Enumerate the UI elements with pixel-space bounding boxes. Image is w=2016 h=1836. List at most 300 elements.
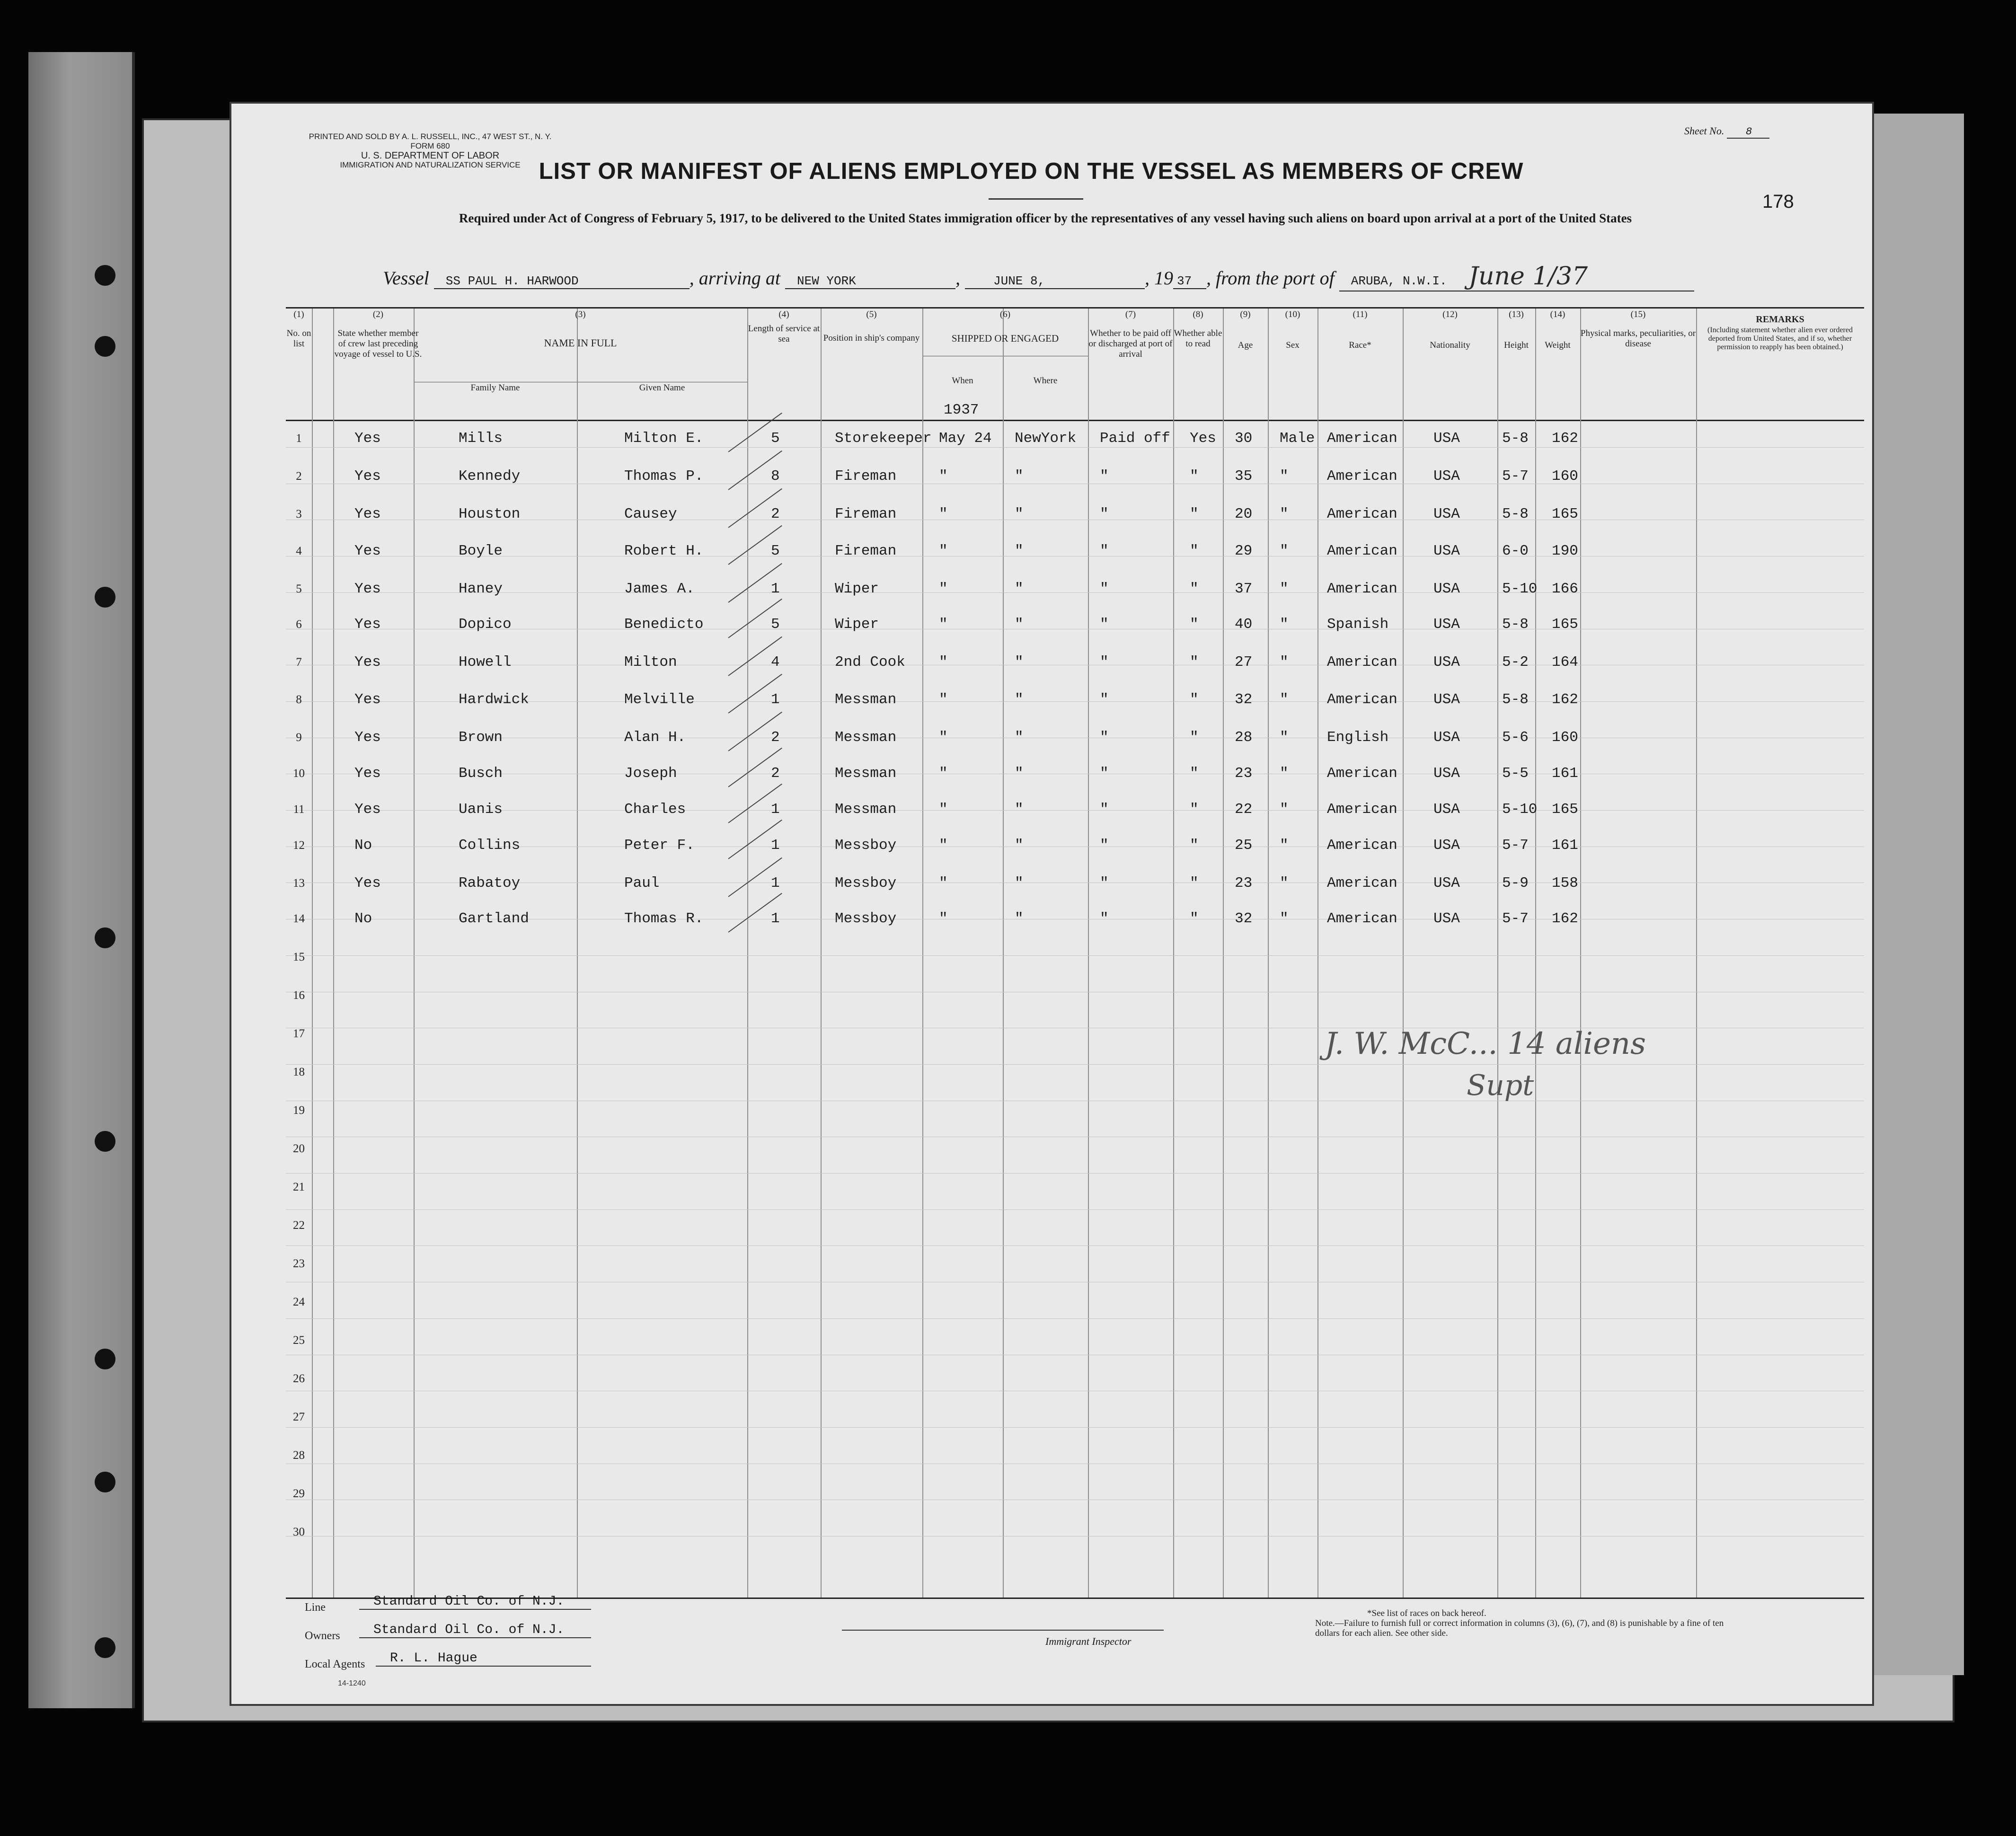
form-code: 14-1240 (338, 1679, 366, 1687)
cell-nat: USA (1433, 837, 1460, 854)
row-divider (286, 1173, 1864, 1174)
cell-age: 23 (1235, 765, 1253, 782)
cell-when: " (939, 616, 948, 633)
cell-where: " (1015, 691, 1024, 708)
col-num-12: (12) (1442, 309, 1458, 319)
cell-pos: Messman (835, 729, 897, 746)
cell-given: Charles (624, 801, 686, 818)
punch-hole (95, 336, 115, 357)
title-divider (989, 198, 1083, 200)
header-divider (286, 420, 1864, 421)
cell-where: " (1015, 468, 1024, 485)
cell-age: 23 (1235, 875, 1253, 892)
cell-len: 2 (771, 765, 780, 782)
cell-sex: " (1280, 543, 1289, 559)
from-port-field (1339, 262, 1694, 291)
cell-n: 3 (296, 508, 302, 521)
cell-pos: Wiper (835, 616, 879, 633)
col-header-no: No. on list (286, 328, 311, 349)
cell-age: 27 (1235, 654, 1253, 671)
cell-race: American (1327, 765, 1397, 782)
cell-given: Paul (624, 875, 660, 892)
cell-family: Uanis (459, 801, 503, 818)
empty-row-number: 27 (293, 1411, 305, 1423)
cell-given: James A. (624, 581, 695, 597)
cell-paid: " (1100, 691, 1109, 708)
penalty-note: Note.—Failure to furnish full or correct information in columns (3), (6), (7), and (8) is punishable by a fine of ten dollars for each alien. See other side. (1315, 1618, 1724, 1638)
handwritten-title: Supt (1467, 1069, 1534, 1102)
row-divider (286, 955, 1864, 956)
cell-ht: 5-10 (1502, 801, 1538, 818)
cell-wt: 162 (1552, 691, 1578, 708)
arrival-date: JUNE 8, (965, 274, 1145, 289)
cell-ht: 5-8 (1502, 430, 1529, 447)
cell-read: " (1190, 616, 1199, 633)
cell-pos: Fireman (835, 468, 897, 485)
cell-len: 8 (771, 468, 780, 485)
cell-wt: 166 (1552, 581, 1578, 597)
cell-sex: " (1280, 468, 1289, 485)
cell-when: " (939, 506, 948, 522)
cell-n: 6 (296, 618, 302, 631)
col-num-9: (9) (1240, 309, 1251, 319)
cell-ht: 6-0 (1502, 543, 1529, 559)
cell-age: 25 (1235, 837, 1253, 854)
cell-ht: 5-7 (1502, 910, 1529, 927)
cell-ht: 5-8 (1502, 616, 1529, 633)
cell-when: " (939, 765, 948, 782)
col-header-when: When (952, 376, 973, 386)
empty-row-number: 23 (293, 1257, 305, 1270)
column-divider (1268, 309, 1269, 1598)
col-header-physical-marks: Physical marks, peculiarities, or disease (1580, 328, 1696, 349)
cell-family: Brown (459, 729, 503, 746)
empty-row-number: 19 (293, 1104, 305, 1117)
cell-n: 10 (293, 767, 305, 780)
cell-read: " (1190, 691, 1199, 708)
cell-ht: 5-5 (1502, 765, 1529, 782)
cell-when: " (939, 837, 948, 854)
cell-when: " (939, 910, 948, 927)
cell-nat: USA (1433, 654, 1460, 671)
arriving-label: arriving at (699, 267, 780, 289)
sheet-label: Sheet No. (1684, 125, 1724, 137)
row-divider (286, 810, 1864, 811)
cell-sex: " (1280, 765, 1289, 782)
cell-pos: Messman (835, 691, 897, 708)
cell-prev: Yes (354, 616, 381, 633)
col-header-age: Age (1238, 340, 1253, 350)
cell-wt: 158 (1552, 875, 1578, 892)
cell-paid: " (1100, 765, 1109, 782)
cell-ht: 5-7 (1502, 837, 1529, 854)
year-prefix: 19 (1154, 267, 1173, 289)
row-divider (286, 1064, 1864, 1065)
footnotes (1315, 1608, 1741, 1638)
cell-read: " (1190, 654, 1199, 671)
cell-paid: " (1100, 910, 1109, 927)
row-divider (286, 592, 1864, 593)
cell-age: 28 (1235, 729, 1253, 746)
line-value: Standard Oil Co. of N.J. (359, 1594, 591, 1610)
cell-race: American (1327, 654, 1397, 671)
cell-age: 22 (1235, 801, 1253, 818)
column-divider (1580, 309, 1581, 1598)
cell-ht: 5-10 (1502, 581, 1538, 597)
underlying-sheet-edge (1869, 114, 1964, 1675)
col-num-8: (8) (1193, 309, 1203, 319)
cell-wt: 162 (1552, 430, 1578, 447)
cell-given: Thomas R. (624, 910, 704, 927)
cell-pos: Fireman (835, 543, 897, 559)
col-num-3: (3) (575, 309, 586, 319)
cell-n: 4 (296, 545, 302, 557)
col-header-height: Height (1504, 340, 1529, 350)
punch-hole (95, 265, 115, 286)
cell-race: American (1327, 506, 1397, 522)
cell-read: " (1190, 875, 1199, 892)
col-num-11: (11) (1353, 309, 1368, 319)
cell-read: " (1190, 468, 1199, 485)
cell-ht: 5-2 (1502, 654, 1529, 671)
column-divider (1173, 309, 1174, 1598)
owners-label: Owners (305, 1630, 340, 1642)
cell-family: Haney (459, 581, 503, 597)
inspector-signature-line (842, 1630, 1164, 1631)
cell-where: " (1015, 654, 1024, 671)
cell-where: " (1015, 506, 1024, 522)
row-divider (286, 1245, 1864, 1246)
empty-row-number: 15 (293, 951, 305, 963)
service-name: IMMIGRATION AND NATURALIZATION SERVICE (340, 160, 521, 169)
cell-len: 2 (771, 729, 780, 746)
col-num-7: (7) (1125, 309, 1136, 319)
cell-pos: Messboy (835, 837, 897, 854)
cell-sex: " (1280, 910, 1289, 927)
cell-len: 4 (771, 654, 780, 671)
cell-ht: 5-7 (1502, 468, 1529, 485)
cell-n: 7 (296, 656, 302, 669)
cell-n: 5 (296, 583, 302, 595)
cell-read: " (1190, 506, 1199, 522)
cell-prev: Yes (354, 581, 381, 597)
column-divider (747, 309, 748, 1598)
cell-prev: Yes (354, 691, 381, 708)
cell-paid: " (1100, 875, 1109, 892)
column-divider (821, 309, 822, 1598)
agents-label: Local Agents (305, 1658, 365, 1670)
cell-given: Benedicto (624, 616, 704, 633)
cell-len: 5 (771, 430, 780, 447)
cell-race: English (1327, 729, 1389, 746)
cell-family: Rabatoy (459, 875, 521, 892)
cell-read: " (1190, 765, 1199, 782)
cell-family: Kennedy (459, 468, 521, 485)
cell-len: 1 (771, 837, 780, 854)
cell-wt: 165 (1552, 506, 1578, 522)
col-header-race: Race* (1349, 340, 1371, 350)
cell-n: 11 (293, 803, 305, 816)
cell-family: Busch (459, 765, 503, 782)
col-header-sex: Sex (1286, 340, 1300, 350)
cell-given: Robert H. (624, 543, 704, 559)
cell-age: 40 (1235, 616, 1253, 633)
cell-where: " (1015, 801, 1024, 818)
cell-sex: " (1280, 506, 1289, 522)
cell-paid: " (1100, 729, 1109, 746)
cell-prev: No (354, 910, 372, 927)
cell-race: American (1327, 691, 1397, 708)
col-header-family-name: Family Name (470, 383, 520, 393)
col-header-given-name: Given Name (639, 383, 685, 393)
punch-hole (95, 1349, 115, 1369)
department-name: U. S. DEPARTMENT OF LABOR (361, 150, 500, 161)
col-header-able-to-read: Whether able to read (1174, 328, 1222, 349)
cell-len: 1 (771, 801, 780, 818)
col-num-4: (4) (778, 309, 789, 319)
sheet-number (1684, 125, 1769, 139)
cell-wt: 190 (1552, 543, 1578, 559)
form-number: FORM 680 (410, 141, 450, 150)
empty-row-number: 17 (293, 1027, 305, 1040)
cell-where: " (1015, 581, 1024, 597)
cell-nat: USA (1433, 910, 1460, 927)
cell-len: 1 (771, 691, 780, 708)
cell-len: 5 (771, 616, 780, 633)
cell-prev: Yes (354, 875, 381, 892)
cell-n: 12 (293, 839, 305, 852)
cell-nat: USA (1433, 801, 1460, 818)
cell-race: American (1327, 468, 1397, 485)
agents-value: R. L. Hague (376, 1651, 591, 1667)
column-divider (1088, 309, 1089, 1598)
cell-n: 2 (296, 470, 302, 483)
year-note: 1937 (944, 402, 979, 418)
cell-family: Howell (459, 654, 512, 671)
cell-nat: USA (1433, 875, 1460, 892)
cell-nat: USA (1433, 543, 1460, 559)
cell-given: Milton (624, 654, 677, 671)
owners-value: Standard Oil Co. of N.J. (359, 1623, 591, 1638)
empty-row-number: 25 (293, 1334, 305, 1347)
cell-wt: 160 (1552, 729, 1578, 746)
cell-race: Spanish (1327, 616, 1389, 633)
col-header-remarks: REMARKS (1756, 314, 1804, 325)
cell-given: Causey (624, 506, 677, 522)
col-header-weight: Weight (1545, 340, 1571, 350)
cell-paid: " (1100, 468, 1109, 485)
col-header-nationality: Nationality (1430, 340, 1470, 350)
cell-len: 1 (771, 581, 780, 597)
punch-hole (95, 927, 115, 948)
cell-prev: Yes (354, 543, 381, 559)
cell-race: American (1327, 430, 1397, 447)
row-divider (286, 1318, 1864, 1319)
punch-hole (95, 1472, 115, 1492)
cell-pos: Messman (835, 801, 897, 818)
cell-sex: " (1280, 875, 1289, 892)
empty-row-number: 22 (293, 1219, 305, 1232)
punch-hole (95, 1131, 115, 1152)
cell-sex: " (1280, 801, 1289, 818)
cell-nat: USA (1433, 506, 1460, 522)
cell-n: 14 (293, 912, 305, 925)
cell-where: " (1015, 729, 1024, 746)
cell-paid: " (1100, 801, 1109, 818)
cell-when: " (939, 691, 948, 708)
cell-ht: 5-6 (1502, 729, 1529, 746)
cell-len: 2 (771, 506, 780, 522)
cell-where: " (1015, 837, 1024, 854)
punch-hole (95, 1637, 115, 1658)
cell-pos: Messman (835, 765, 897, 782)
cell-where: " (1015, 765, 1024, 782)
column-divider (1223, 309, 1224, 1598)
cell-n: 13 (293, 877, 305, 890)
cell-nat: USA (1433, 468, 1460, 485)
cell-n: 9 (296, 731, 302, 744)
empty-row-number: 24 (293, 1296, 305, 1308)
cell-nat: USA (1433, 729, 1460, 746)
cell-pos: 2nd Cook (835, 654, 905, 671)
handwritten-date: June 1/37 (1468, 262, 1588, 291)
cell-paid: " (1100, 581, 1109, 597)
row-divider (286, 1209, 1864, 1210)
cell-given: Joseph (624, 765, 677, 782)
cell-given: Milton E. (624, 430, 704, 447)
cell-pos: Messboy (835, 875, 897, 892)
cell-read: " (1190, 581, 1199, 597)
line-label: Line (305, 1601, 326, 1614)
cell-wt: 160 (1552, 468, 1578, 485)
col-num-6: (6) (999, 309, 1011, 319)
cell-race: American (1327, 801, 1397, 818)
cell-where: " (1015, 910, 1024, 927)
cell-when: " (939, 729, 948, 746)
cell-family: Collins (459, 837, 521, 854)
cell-prev: Yes (354, 801, 381, 818)
cell-given: Alan H. (624, 729, 686, 746)
cell-given: Peter F. (624, 837, 695, 854)
cell-sex: " (1280, 691, 1289, 708)
column-divider (1003, 309, 1004, 1598)
col-header-shipped: SHIPPED OR ENGAGED (951, 333, 1059, 344)
col-num-2: (2) (372, 309, 384, 319)
cell-pos: Wiper (835, 581, 879, 597)
cell-prev: Yes (354, 468, 381, 485)
cell-n: 8 (296, 693, 302, 706)
cell-age: 35 (1235, 468, 1253, 485)
cell-race: American (1327, 875, 1397, 892)
column-divider (333, 309, 334, 1598)
cell-when: " (939, 875, 948, 892)
empty-row-number: 21 (293, 1181, 305, 1193)
row-divider (286, 1427, 1864, 1428)
cell-wt: 165 (1552, 616, 1578, 633)
cell-wt: 165 (1552, 801, 1578, 818)
cell-age: 37 (1235, 581, 1253, 597)
cell-paid: " (1100, 654, 1109, 671)
race-note: *See list of races on back hereof. (1367, 1608, 1486, 1618)
cell-sex: " (1280, 581, 1289, 597)
cell-paid: " (1100, 506, 1109, 522)
cell-family: Houston (459, 506, 521, 522)
printer-line: PRINTED AND SOLD BY A. L. RUSSELL, INC., 47 WEST ST., N. Y. (309, 132, 552, 141)
cell-paid: " (1100, 543, 1109, 559)
cell-where: " (1015, 543, 1024, 559)
vessel-line: Vessel SS PAUL H. HARWOOD , arriving at NEW YORK , JUNE 8, , 19 37 , from the port of ARUBA, N.W.I. June 1/37 (383, 262, 1694, 291)
cell-where: " (1015, 875, 1024, 892)
cell-ht: 5-8 (1502, 691, 1529, 708)
cell-len: 1 (771, 910, 780, 927)
cell-race: American (1327, 837, 1397, 854)
cell-age: 32 (1235, 910, 1253, 927)
cell-prev: Yes (354, 430, 381, 447)
col-num-5: (5) (866, 309, 877, 319)
empty-row-number: 30 (293, 1526, 305, 1538)
empty-row-number: 16 (293, 989, 305, 1002)
cell-family: Gartland (459, 910, 529, 927)
col-header-previous-voyage: State whether member of crew last preceding voyage of vessel to U.S. (334, 328, 422, 359)
cell-sex: " (1280, 654, 1289, 671)
cell-paid: Paid off (1100, 430, 1170, 447)
cell-when: " (939, 581, 948, 597)
cell-when: May 24 (939, 430, 992, 447)
cell-given: Thomas P. (624, 468, 704, 485)
column-divider (1403, 309, 1404, 1598)
arriving-port: NEW YORK (785, 274, 955, 289)
remarks-note: (Including statement whether alien ever ordered deported from United States, and if so, whether permission to reapply has been obtained.) (1707, 326, 1853, 351)
cell-wt: 161 (1552, 765, 1578, 782)
cell-when: " (939, 801, 948, 818)
cell-read: Yes (1190, 430, 1216, 447)
cell-read: " (1190, 729, 1199, 746)
column-divider (1497, 309, 1498, 1598)
col-header-paid-off: Whether to be paid off or discharged at port of arrival (1088, 328, 1173, 359)
col-header-name: NAME IN FULL (544, 337, 617, 349)
cell-read: " (1190, 543, 1199, 559)
cell-race: American (1327, 910, 1397, 927)
cell-ht: 5-9 (1502, 875, 1529, 892)
cell-prev: Yes (354, 765, 381, 782)
cell-sex: " (1280, 837, 1289, 854)
col-header-length: Length of service at sea (748, 324, 820, 344)
cell-age: 29 (1235, 543, 1253, 559)
binder-strip (28, 52, 135, 1708)
cell-age: 20 (1235, 506, 1253, 522)
cell-prev: Yes (354, 506, 381, 522)
empty-row-number: 26 (293, 1372, 305, 1385)
cell-wt: 164 (1552, 654, 1578, 671)
cell-sex: " (1280, 729, 1289, 746)
column-divider (577, 309, 578, 1598)
cell-age: 32 (1235, 691, 1253, 708)
column-divider (1535, 309, 1536, 1598)
cell-age: 30 (1235, 430, 1253, 447)
column-divider (1696, 309, 1697, 1598)
column-divider (922, 309, 923, 1598)
col-num-15: (15) (1630, 309, 1646, 319)
col-num-1: (1) (293, 309, 304, 319)
empty-row-number: 29 (293, 1487, 305, 1500)
cell-prev: Yes (354, 729, 381, 746)
cell-len: 5 (771, 543, 780, 559)
cell-nat: USA (1433, 691, 1460, 708)
cell-given: Melville (624, 691, 695, 708)
cell-ht: 5-8 (1502, 506, 1529, 522)
manifest-sheet (230, 102, 1874, 1706)
cell-pos: Storekeeper (835, 430, 932, 447)
